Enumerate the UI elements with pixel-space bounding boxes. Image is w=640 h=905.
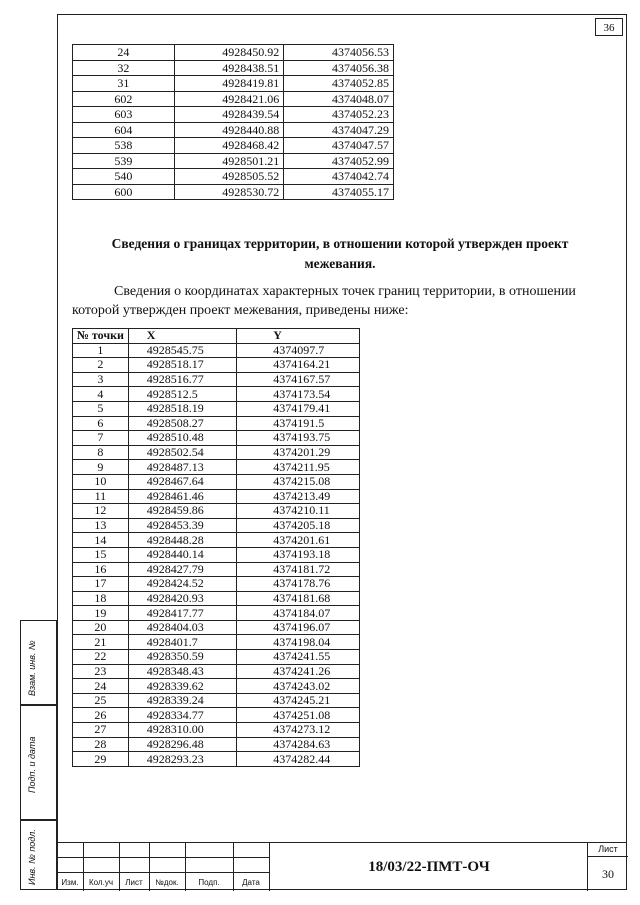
point-number-cell: 539 [73, 153, 175, 169]
table-row [73, 562, 360, 577]
y-coordinate-cell: 4374284.63 [237, 737, 360, 752]
x-coordinate-cell: 4928310.00 [128, 723, 236, 738]
y-coordinate-cell: 4374241.55 [237, 650, 360, 665]
x-coordinate-cell: 4928424.52 [128, 577, 236, 592]
table-row [73, 650, 360, 665]
table-row [73, 45, 394, 61]
table-row [73, 591, 360, 606]
y-coordinate-cell: 4374211.95 [237, 460, 360, 475]
table-row [73, 184, 394, 200]
y-coordinate-cell: 4374241.26 [237, 664, 360, 679]
strip-cell-inventory [20, 820, 57, 890]
x-coordinate-cell: 4928510.48 [128, 431, 236, 446]
boundary-points-table [72, 328, 360, 767]
y-coordinate-cell: 4374052.85 [284, 76, 394, 92]
x-coordinate-cell: 4928468.42 [174, 138, 284, 154]
table-row [73, 169, 394, 185]
table-row [73, 387, 360, 402]
y-coordinate-cell: 4374052.99 [284, 153, 394, 169]
y-coordinate-cell: 4374184.07 [237, 606, 360, 621]
point-number-cell: 22 [73, 650, 129, 665]
x-coordinate-cell: 4928502.54 [128, 445, 236, 460]
y-coordinate-cell: 4374213.49 [237, 489, 360, 504]
y-coordinate-cell: 4374173.54 [237, 387, 360, 402]
table-row [73, 60, 394, 76]
x-coordinate-cell: 4928530.72 [174, 184, 284, 200]
y-coordinate-cell: 4374201.61 [237, 533, 360, 548]
point-number-cell: 14 [73, 533, 129, 548]
y-coordinate-cell: 4374042.74 [284, 169, 394, 185]
point-number-cell: 15 [73, 547, 129, 562]
header-point-number: № точки [73, 329, 129, 344]
y-coordinate-cell: 4374193.75 [237, 431, 360, 446]
table-row [73, 737, 360, 752]
table-row [73, 416, 360, 431]
table-row [73, 533, 360, 548]
table-row [73, 723, 360, 738]
x-coordinate-cell: 4928401.7 [128, 635, 236, 650]
y-coordinate-cell: 4374164.21 [237, 358, 360, 373]
point-number-cell: 17 [73, 577, 129, 592]
y-coordinate-cell: 4374179.41 [237, 401, 360, 416]
x-coordinate-cell: 4928505.52 [174, 169, 284, 185]
x-coordinate-cell: 4928508.27 [128, 416, 236, 431]
y-coordinate-cell: 4374055.17 [284, 184, 394, 200]
x-coordinate-cell: 4928296.48 [128, 737, 236, 752]
point-number-cell: 32 [73, 60, 175, 76]
point-number-cell: 26 [73, 708, 129, 723]
point-number-cell: 19 [73, 606, 129, 621]
x-coordinate-cell: 4928453.39 [128, 518, 236, 533]
point-number-cell: 11 [73, 489, 129, 504]
point-number-cell: 6 [73, 416, 129, 431]
table-header-row [73, 329, 360, 344]
x-coordinate-cell: 4928419.81 [174, 76, 284, 92]
table-row [73, 431, 360, 446]
y-coordinate-cell: 4374282.44 [237, 752, 360, 767]
x-coordinate-cell: 4928459.86 [128, 504, 236, 519]
table-row [73, 460, 360, 475]
point-number-cell: 9 [73, 460, 129, 475]
table-row [73, 693, 360, 708]
table-row [73, 76, 394, 92]
table-row [73, 679, 360, 694]
col-label-sheet: Лист [125, 878, 143, 887]
y-coordinate-cell: 4374052.23 [284, 107, 394, 123]
document-code: 18/03/22-ПМТ-ОЧ [269, 843, 588, 891]
point-number-cell: 604 [73, 122, 175, 138]
table-row [73, 504, 360, 519]
table-row [73, 107, 394, 123]
x-coordinate-cell: 4928427.79 [128, 562, 236, 577]
point-number-cell: 8 [73, 445, 129, 460]
table-row [73, 91, 394, 107]
y-coordinate-cell: 4374181.68 [237, 591, 360, 606]
y-coordinate-cell: 4374251.08 [237, 708, 360, 723]
point-number-cell: 10 [73, 474, 129, 489]
table-row [73, 752, 360, 767]
y-coordinate-cell: 4374210.11 [237, 504, 360, 519]
col-label-count: Кол.уч [89, 878, 113, 887]
table-row [73, 401, 360, 416]
point-number-cell: 13 [73, 518, 129, 533]
x-coordinate-cell: 4928440.88 [174, 122, 284, 138]
y-coordinate-cell: 4374193.18 [237, 547, 360, 562]
sheet-number: 30 [602, 867, 614, 881]
y-coordinate-cell: 4374048.07 [284, 91, 394, 107]
x-coordinate-cell: 4928518.17 [128, 358, 236, 373]
x-coordinate-cell: 4928417.77 [128, 606, 236, 621]
x-coordinate-cell: 4928439.54 [174, 107, 284, 123]
point-number-cell: 25 [73, 693, 129, 708]
x-coordinate-cell: 4928404.03 [128, 620, 236, 635]
x-coordinate-cell: 4928518.19 [128, 401, 236, 416]
x-coordinate-cell: 4928293.23 [128, 752, 236, 767]
x-coordinate-cell: 4928501.21 [174, 153, 284, 169]
point-number-cell: 540 [73, 169, 175, 185]
y-coordinate-cell: 4374201.29 [237, 445, 360, 460]
table-row [73, 138, 394, 154]
strip-label-signature: Подп. и дата [27, 736, 37, 793]
point-number-cell: 600 [73, 184, 175, 200]
table-row [73, 635, 360, 650]
x-coordinate-cell: 4928545.75 [128, 343, 236, 358]
y-coordinate-cell: 4374245.21 [237, 693, 360, 708]
table-row [73, 620, 360, 635]
top-sheet-number: 36 [595, 18, 623, 36]
table-row [73, 606, 360, 621]
point-number-cell: 18 [73, 591, 129, 606]
point-number-cell: 602 [73, 91, 175, 107]
x-coordinate-cell: 4928334.77 [128, 708, 236, 723]
x-coordinate-cell: 4928450.92 [174, 45, 284, 61]
y-coordinate-cell: 4374181.72 [237, 562, 360, 577]
point-number-cell: 5 [73, 401, 129, 416]
table-row [73, 547, 360, 562]
y-coordinate-cell: 4374198.04 [237, 635, 360, 650]
x-coordinate-cell: 4928348.43 [128, 664, 236, 679]
y-coordinate-cell: 4374056.38 [284, 60, 394, 76]
header-y: Y [237, 329, 360, 344]
x-coordinate-cell: 4928421.06 [174, 91, 284, 107]
point-number-cell: 28 [73, 737, 129, 752]
point-number-cell: 12 [73, 504, 129, 519]
coordinates-table-continued [72, 44, 394, 200]
header-x: X [128, 329, 236, 344]
y-coordinate-cell: 4374056.53 [284, 45, 394, 61]
section-paragraph: Сведения о координатах характерных точек границ территории, в отношении которой утвержден проект межевания, приведены ниже: [72, 284, 576, 318]
table-row [73, 489, 360, 504]
point-number-cell: 27 [73, 723, 129, 738]
point-number-cell: 538 [73, 138, 175, 154]
point-number-cell: 2 [73, 358, 129, 373]
title-block [57, 842, 627, 891]
strip-cell-replacement [20, 620, 57, 705]
table-row [73, 358, 360, 373]
x-coordinate-cell: 4928467.64 [128, 474, 236, 489]
point-number-cell: 4 [73, 387, 129, 402]
y-coordinate-cell: 4374178.76 [237, 577, 360, 592]
y-coordinate-cell: 4374196.07 [237, 620, 360, 635]
y-coordinate-cell: 4374191.5 [237, 416, 360, 431]
table-row [73, 577, 360, 592]
col-label-change: Изм. [61, 878, 79, 887]
point-number-cell: 24 [73, 45, 175, 61]
x-coordinate-cell: 4928440.14 [128, 547, 236, 562]
x-coordinate-cell: 4928448.28 [128, 533, 236, 548]
col-label-signature: Подп. [198, 878, 220, 887]
table-row [73, 708, 360, 723]
point-number-cell: 16 [73, 562, 129, 577]
section-heading: Сведения о границах территории, в отношении которой утвержден проект межевания. [111, 236, 569, 271]
binding-strip [20, 620, 57, 890]
x-coordinate-cell: 4928350.59 [128, 650, 236, 665]
table-row [73, 372, 360, 387]
point-number-cell: 1 [73, 343, 129, 358]
y-coordinate-cell: 4374097.7 [237, 343, 360, 358]
table-row [73, 122, 394, 138]
y-coordinate-cell: 4374273.12 [237, 723, 360, 738]
point-number-cell: 3 [73, 372, 129, 387]
x-coordinate-cell: 4928420.93 [128, 591, 236, 606]
point-number-cell: 29 [73, 752, 129, 767]
point-number-cell: 31 [73, 76, 175, 92]
col-label-docnum: №док. [155, 878, 179, 887]
point-number-cell: 21 [73, 635, 129, 650]
y-coordinate-cell: 4374167.57 [237, 372, 360, 387]
point-number-cell: 23 [73, 664, 129, 679]
x-coordinate-cell: 4928339.24 [128, 693, 236, 708]
col-label-date: Дата [242, 878, 260, 887]
y-coordinate-cell: 4374047.57 [284, 138, 394, 154]
y-coordinate-cell: 4374047.29 [284, 122, 394, 138]
strip-label-inventory: Инв. № подл. [27, 829, 37, 885]
table-row [73, 518, 360, 533]
table-row [73, 474, 360, 489]
sheet-number-box [587, 843, 628, 891]
y-coordinate-cell: 4374243.02 [237, 679, 360, 694]
table-row [73, 153, 394, 169]
x-coordinate-cell: 4928438.51 [174, 60, 284, 76]
table-row [73, 343, 360, 358]
sheet-label: Лист [588, 843, 628, 857]
x-coordinate-cell: 4928512.5 [128, 387, 236, 402]
point-number-cell: 7 [73, 431, 129, 446]
revision-grid [57, 843, 269, 891]
table-row [73, 664, 360, 679]
y-coordinate-cell: 4374205.18 [237, 518, 360, 533]
x-coordinate-cell: 4928516.77 [128, 372, 236, 387]
x-coordinate-cell: 4928487.13 [128, 460, 236, 475]
table-row [73, 445, 360, 460]
strip-label-replacement: Взам. инв. № [27, 640, 37, 696]
point-number-cell: 24 [73, 679, 129, 694]
point-number-cell: 20 [73, 620, 129, 635]
x-coordinate-cell: 4928461.46 [128, 489, 236, 504]
point-number-cell: 603 [73, 107, 175, 123]
x-coordinate-cell: 4928339.62 [128, 679, 236, 694]
y-coordinate-cell: 4374215.08 [237, 474, 360, 489]
strip-cell-signature [20, 705, 57, 820]
